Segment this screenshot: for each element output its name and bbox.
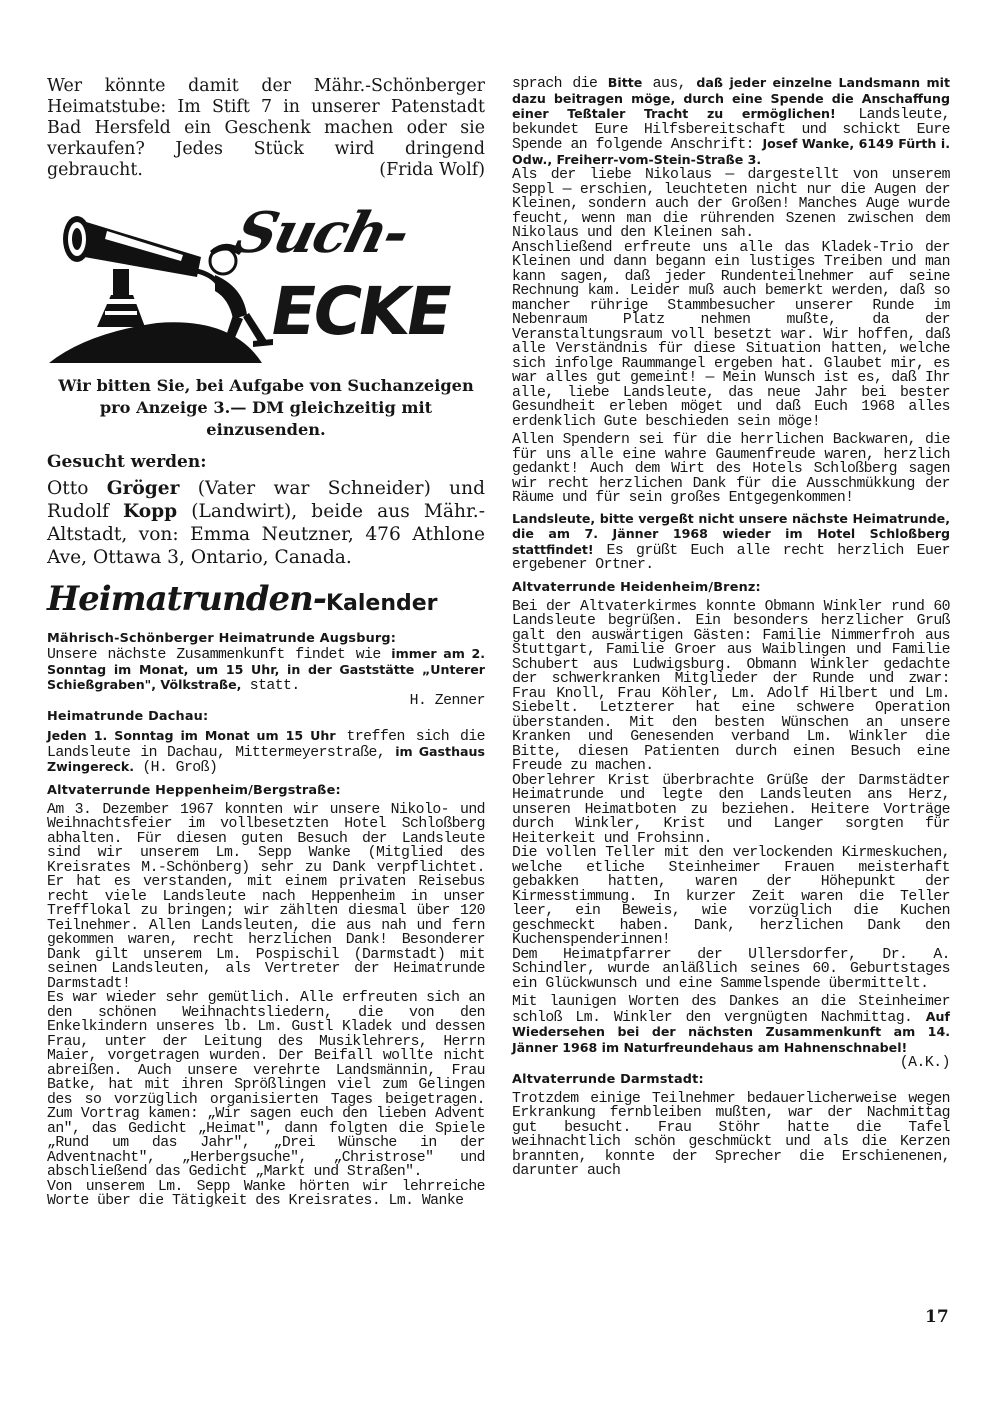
left-column <box>47 76 485 1209</box>
heidenheim-heading: Altvaterrunde Heidenheim/Brenz: <box>512 579 761 595</box>
such-title-block: ECKE <box>264 273 456 350</box>
page-number: 17 <box>925 1307 949 1327</box>
heidenheim-paragraph-2: Oberlehrer Krist überbrachte Grüße der Darmstädter Heimatrunde und legte den Landsleuten ans Herz, unseren Heimatboten zu beziehen. Heitere Vorträge durch Winkler, Krist und Langer sorgten für Heiterkeit und Frohsinn. <box>512 772 950 847</box>
heidenheim-paragraph-1: Bei der Altvaterkirmes konnte Obmann Winkler rund 60 Landsleute begrüßen. Ein besonders herzlicher Gruß galt den auswärtigen Gästen: Familie Nimmerfroh aus Stuttgart, Familie Groer aus Waiblingen und Familie Schubert aus Ludwigsburg. Obmann Winkler gedachte der schwerkranken Mitglieder der Runde und zwar: Frau Knoll, Frau Köhler, Lm. Adolf Hilbert und Lm. Siebelt. Letzterer hat eine schwere Operation überstanden. Mit den besten Wünschen an unsere Kranken und Genesenden verband Lm. Winkler die Bitte, diesen Patienten durch einen Besuch eine Freude zu machen. <box>512 598 950 774</box>
such-notice: Wir bitten Sie, bei Aufgabe von Suchanzeigen pro Anzeige 3.— DM gleichzeitig mit einzusenden. <box>58 376 474 439</box>
such-ecke-title <box>225 200 485 363</box>
kladek-trio-paragraph: Anschließend erfreute uns alle das Kladek-Trio der Kleinen und dann begann ein lustiges Treiben und man kann sagen, daß jeder Rundenteilnehmer auf seine Rechnung kam. Leider muß auch bemerkt werden, daß so mancher rührige Stammbesucher unserer Runde im Nebenraum Platz nehmen mußte, da der Veranstaltungsraum voll besetzt war. Wir hoffen, daß alle Verständnis für diese Situation hatten, welche sich infolge Raummangel ergeben hat. Glaubet mir, es war alles gut gemeint! — Mein Wunsch ist es, daß Ihr alle, liebe Landsleute, das neue Jahr bei bester Gesundheit erleben möget und daß Euch 1968 alles erdenklich Gute beschieden sein möge! <box>512 239 950 430</box>
darmstadt-heading: Altvaterrunde Darmstadt: <box>512 1071 704 1087</box>
augsburg-heading: Mährisch-Schönberger Heimatrunde Augsburg: <box>47 631 397 646</box>
gesucht-paragraph: Otto Gröger (Vater war Schneider) und Rudolf Kopp (Landwirt), beide aus Mähr.-Altstadt, von: Emma Neutzner, 476 Athlone Ave, Ottawa 3, Ontario, Canada. <box>47 478 485 568</box>
heppenheim-paragraph-1: Am 3. Dezember 1967 konnten wir unsere Nikolo- und Weihnachtsfeier im vollbesetzten Hotel Schloßberg abhalten. Für diesen guten Besuch der Landsleute sind wir unserem Lm. Sepp Wanke (Mitglied des Kreisrates M.-Schönberg) sehr zu Dank verpflichtet. Er hat es verstanden, mit einem privaten Reisebus recht viele Landsleute nach Heppenheim in unser Trefflokal zu bringen; wir zählten diesmal über 120 Teilnehmer. Allen Landsleuten, die aus nah und fern gekommen waren, recht herzlichen Dank! Besonderer Dank gilt unserem Lm. Pospischil (Darmstadt) mit seinen Landsleuten, als Vertreter der Heimatrunde Darmstadt! <box>47 801 485 992</box>
intro-paragraph: Wer könnte damit der Mähr.-Schönberger Heimatstube: Im Stift 7 in unserer Patenstadt Bad Hersfeld ein Geschenk machen oder sie verkaufen? Jedes Stück wird dringend gebraucht. (Frida Wolf) <box>47 76 485 180</box>
heidenheim-signature: (A.K.) <box>899 1055 950 1071</box>
heidenheim-paragraph-5: Mit launigen Worten des Dankes an die Steinheimer schloß Lm. Winkler den vergnügten Nachmittag. Auf Wiedersehen bei der nächsten Zusammenkunft am 14. Jänner 1968 im Naturfreundehaus am Hahnenschnabel! <box>512 994 950 1055</box>
right-column <box>512 76 950 1179</box>
kalender-title: Heimatrunden-Kalender <box>47 579 438 619</box>
augsburg-paragraph: Unsere nächste Zusammenkunft findet wie immer am 2. Sonntag im Monat, um 15 Uhr, in der Gaststätte „Unterer Schießgraben", Völkstraße, statt. <box>47 646 485 694</box>
nikolaus-paragraph: Als der liebe Nikolaus — dargestellt von unserem Seppl — erschien, leuchteten nicht nur die Augen der Kleinen, sondern auch der Großen! Manches Auge wurde feucht, wenn man die rührenden Szenen zwischen dem Nikolaus und den Kleinen sah. <box>512 167 950 241</box>
spender-paragraph: Allen Spendern sei für die herrlichen Backwaren, die für uns alle eine wahre Gaumenfreude waren, herzlich gedankt! Auch dem Wirt des Hotels Schloßberg sagen wir recht herzlichen Dank für die Ausschmükkung der Räume und für sein großes Entgegenkommen! <box>512 432 950 506</box>
heppenheim-paragraph-2: Es war wieder sehr gemütlich. Alle erfreuten sich an den schönen Weihnachtsliedern, die von den Enkelkindern unseres lb. Lm. Gustl Kladek und dessen Frau, unter der Leitung des Musiklehrers, Herrn Maier, vorgetragen wurden. Der Beifall wollte nicht abreißen. Auch unsere verehrte Landsmännin, Frau Batke, hat mit ihren Sprößlingen viel zum Gelingen des so vorzüglich organisierten Tages beigetragen. Zum Vortrag kamen: „Wir sagen euch den lieben Advent an", das Gedicht „Heimat", dann folgten die Spiele „Rund um das Jahr", „Drei Wünsche in der Adventnacht", „Herbergsuche", „Christrose" und abschließend das Gedicht „Markt und Straßen". <box>47 990 485 1180</box>
dachau-heading: Heimatrunde Dachau: <box>47 709 209 724</box>
such-ecke-banner <box>47 195 485 365</box>
dachau-paragraph: Jeden 1. Sonntag im Monat um 15 Uhr treffen sich die Landsleute in Dachau, Mittermeyerstraße, im Gasthaus Zwingereck. (H. Groß) <box>47 728 485 776</box>
such-title-script: Such- <box>228 200 415 266</box>
darmstadt-paragraph: Trotzdem einige Teilnehmer bedauerlicherweise wegen Erkrankung fernbleiben mußten, war der Nachmittag gut besucht. Frau Stöhr hatte die Tafel weihnachtlich schön geschmückt und als die Kerzen brannten, konnte der Sprecher die Erschienenen, darunter auch <box>512 1090 950 1179</box>
heidenheim-paragraph-3: Die vollen Teller mit den verlockenden Kirmeskuchen, welche etliche Steinheimer Frauen meisterhaft gebakken hatten, waren der Höhepunkt der Kirmesstimmung. In kurzer Zeit waren die Teller leer, ein Beweis, wie vorzüglich die Kuchen geschmeckt haben. Dank, herzlichen Dank den Kuchenspenderinnen! <box>512 845 950 948</box>
wanke-request-paragraph: sprach die Bitte aus, daß jeder einzelne Landsmann mit dazu beitragen möge, durch eine Spende die Anschaffung einer Teßtaler Tracht zu ermöglichen! Landsleute, bekundet Eure Hilfsbereitschaft und schickt Eure Spende an folgende Anschrift: Josef Wanke, 6149 Fürth i. Odw., Freiherr-vom-Stein-Straße 3. <box>512 75 950 167</box>
intro-signature: (Frida Wolf) <box>379 160 485 180</box>
heidenheim-paragraph-4: Dem Heimatpfarrer der Ullersdorfer, Dr. A. Schindler, wurde anläßlich seines 60. Geburtstages ein Glückwunsch und eine Sammelspende übermittelt. <box>512 946 950 992</box>
next-meeting-paragraph: Landsleute, bitte vergeßt nicht unsere nächste Heimatrunde, die am 7. Jänner 1968 wieder im Hotel Schloßberg stattfindet! Es grüßt Euch alle recht herzlich Euer ergebener Ortner. <box>512 510 950 573</box>
heppenheim-paragraph-3: Von unserem Lm. Sepp Wanke hörten wir lehrreiche Worte über die Tätigkeit des Kreisrates. Lm. Wanke <box>47 1178 485 1209</box>
heppenheim-heading: Altvaterrunde Heppenheim/Bergstraße: <box>47 782 341 798</box>
gesucht-heading: Gesucht werden: <box>47 452 207 472</box>
augsburg-signature: H. Zenner <box>409 692 485 709</box>
